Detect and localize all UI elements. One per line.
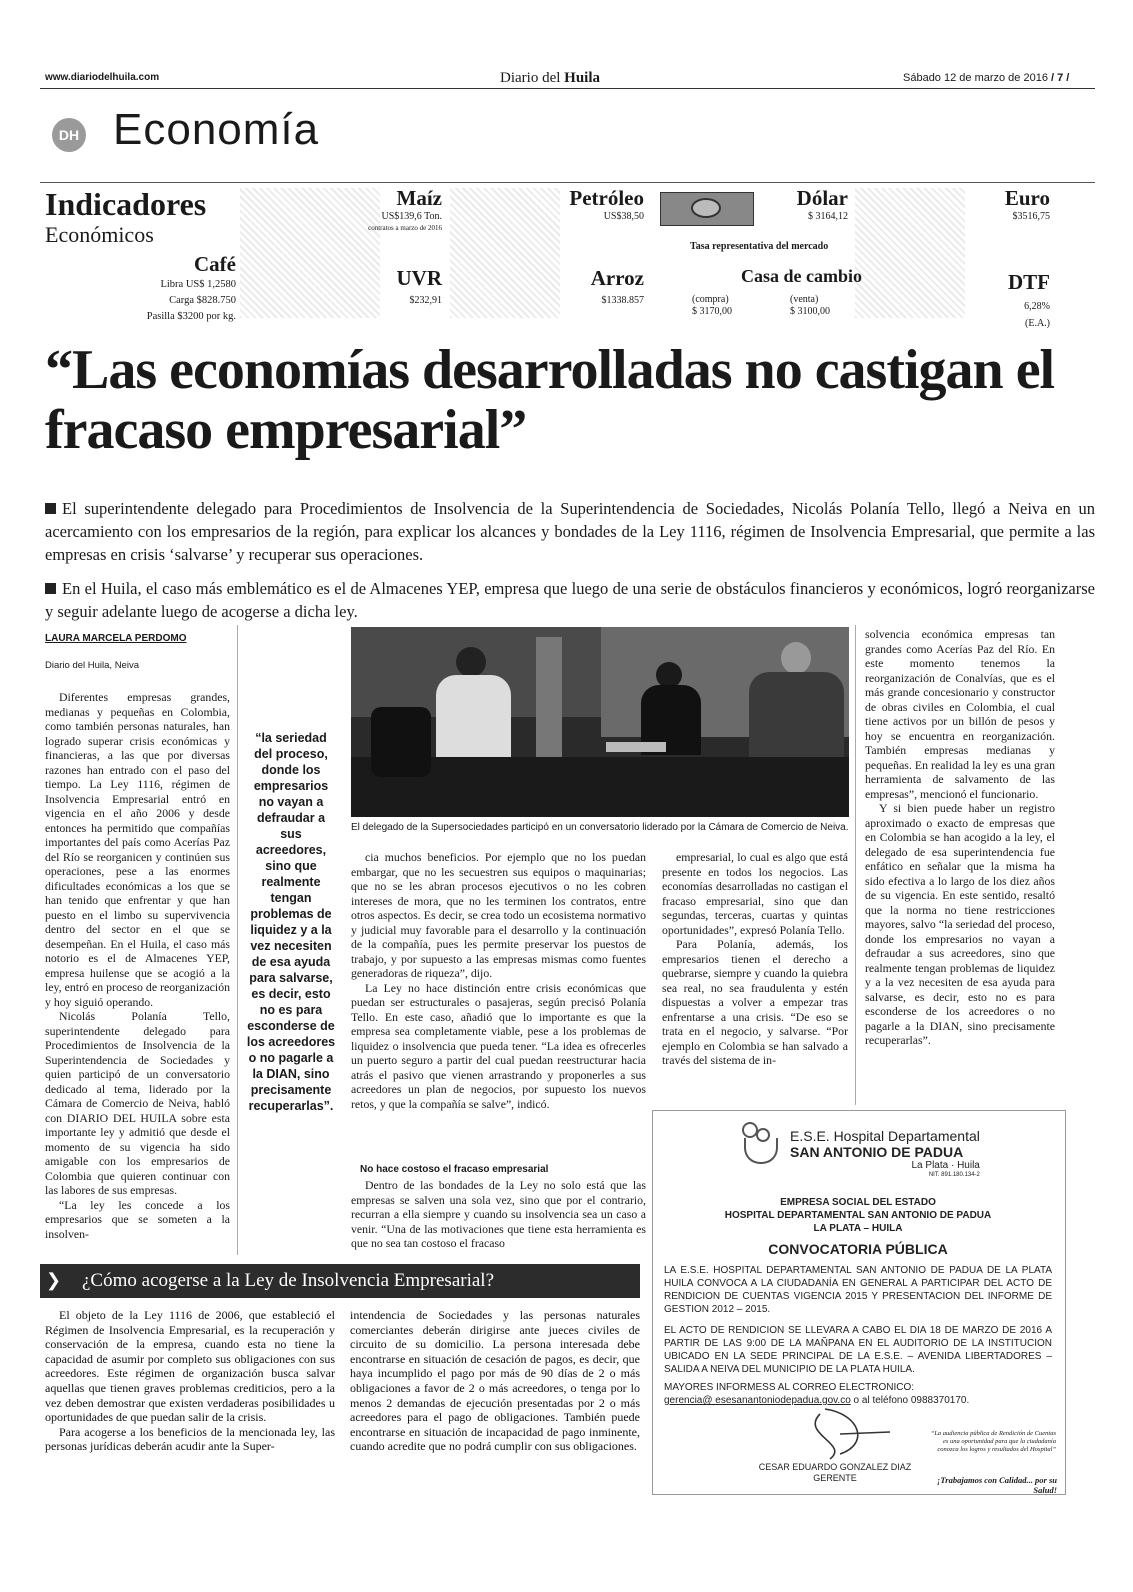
lead-text-1: El superintendente delegado para Procedimientos de Insolvencia de la Superintendencia de Sociedades, Nicolás Polanía Tello, llegó a Neiva en un acercamiento con los empresarios de la región, para explicar los alcances y bondades de la Ley 1116, régimen de Insolvencia Empresarial, que permite a las empresas en crisis ‘salvarse’ y recuperar sus operaciones.: [45, 499, 1095, 564]
indicator-arroz: [540, 266, 644, 306]
uvr-label: UVR: [396, 266, 442, 290]
column-rule: [855, 625, 856, 1105]
indicator-casa-cambio: [692, 266, 862, 287]
page-number: / 7 /: [1051, 72, 1070, 84]
site-url: www.diariodelhuila.com: [45, 72, 160, 83]
article-column-1: [45, 690, 230, 1241]
dolar-note: Tasa representativa del mercado: [690, 241, 829, 252]
chevron-right-icon: ❯: [46, 1270, 62, 1290]
ad-phone: o al teléfono 0988370170.: [850, 1395, 970, 1406]
hospital-name: [790, 1128, 980, 1179]
paragraph: Y si bien puede haber un registro aproximado o exacto de empresas que en Colombia se han acogido a la ley, el delegado de esa superintendencia fue enfático en señalar que la misma ha sido efectiva a lo largo de los diez años de su vigencia. En este sentido, resaltó que la norma no tiene restricciones mayores, salvo “la seriedad del proceso, donde los empresarios no vayan a defraudar a sus acreedores, sino que realmente tengan problemas de liquidez y a la vez necesiten de esa ayuda para salvarse, es decir, esto no es para esconderse de los acreedores o no pagarle a la DIAN, sino precisamente recuperarlas”.: [865, 801, 1055, 1047]
paper-name-prefix: Diario del: [500, 70, 565, 86]
paragraph: cia muchos beneficios. Por ejemplo que no los puedan embargar, que no les secuestren sus equipos o maquinarias; que no se les abran procesos ejecutivos o no les cobren intereses de mora, que no les terminen los contratos, entre otros aspectos. Es decir, se crea todo un ecosistema normativo y judicial muy favorable para el desarrollo y la continuación de la compañía, pues les permite preservar los puestos de trabajo, y por supuesto a las empresas mismas como fuentes generadoras de riqueza”, dijo.: [351, 850, 646, 980]
hospital-location: La Plata · Huila: [911, 1160, 980, 1171]
logo-arc: [744, 1138, 778, 1164]
sidebar-column-a: [45, 1308, 335, 1454]
paragraph: solvencia económica empresas tan grandes como Acerías Paz del Río. En este momento tenemos la reorganización de Conalvías, que es el más grande concesionario y constructor de obras civiles en Colombia, el cual tiene activos por un billón de pesos y hoy se encuentra en reorganización. También empresas medianas y pequeñas. En realidad la ley es una gran herramienta de salvamento de las empresas”, mencionó el funcionario.: [865, 627, 1055, 801]
maiz-label: Maíz: [396, 186, 442, 210]
indicator-dolar: [740, 186, 848, 222]
article-photo: [351, 627, 849, 817]
cambio-compra: [692, 294, 732, 318]
ad-paragraph-1: LA E.S.E. HOSPITAL DEPARTAMENTAL SAN ANTONIO DE PADUA DE LA PLATA HUILA CONVOCA A LA CIUDADANÍA EN GENERAL A PARTICIPAR DEL ACTO DE RENDICION DE CUENTAS VIGENCIA 2015 Y PRESENTACION DEL INFORME DE GESTION 2012 – 2015.: [664, 1265, 1052, 1315]
armchair: [371, 707, 431, 777]
ad-heading-line2: HOSPITAL DEPARTAMENTAL SAN ANTONIO DE PADUA: [724, 1210, 992, 1221]
compra-value: $ 3170,00: [692, 306, 732, 317]
maiz-note: contratos a marzo de 2016: [368, 224, 442, 232]
compra-label: (compra): [692, 294, 729, 305]
indicator-uvr: [330, 266, 442, 306]
article-column-4: [662, 850, 848, 1068]
arroz-value: $1338.857: [601, 295, 644, 306]
paragraph: Para acogerse a los beneficios de la mencionada ley, las personas jurídicas deberán acudir ante la Super-: [45, 1424, 335, 1454]
indicator-dtf: [980, 270, 1050, 329]
venta-label: (venta): [790, 294, 819, 305]
indicator-cafe: [110, 252, 236, 325]
dtf-label: DTF: [1008, 270, 1050, 294]
paragraph: El objeto de la Ley 1116 de 2006, que estableció el Régimen de Insolvencia Empresarial, es la recuperación y conservación de la empresa, cuando esta no tiene la capacidad de asumir por completo sus obligaciones con sus acreedores. Este régimen de organización busca salvar aquellas que tienen graves problemas crediticios, pero a la vez deben demostrar que existen verdaderas posibilidades u oportunidades de que puedan salir de la crisis.: [45, 1308, 335, 1425]
paragraph: Para Polanía, además, los empresarios tienen el derecho a quebrarse, siempre y cuando la quiebra sea real, no sea fraudulenta y estén dispuestas a volver a empezar tras enfrentarse a una crisis. “De eso se trata en el negocio, y salvarse. “Por ejemplo en Colombia se han salvado a través del sistema de in-: [662, 937, 848, 1067]
indicators-subtitle: Económicos: [45, 222, 154, 247]
bullet-square-icon: [45, 503, 56, 514]
background-texture: [855, 188, 965, 318]
ad-email-link[interactable]: gerencia@ esesanantoniodepadua.gov.co: [664, 1395, 851, 1406]
section-title: Economía: [113, 105, 320, 154]
person-shirt: [436, 675, 511, 765]
cambio-label: Casa de cambio: [741, 266, 862, 286]
ad-contact-label: MAYORES INFORMESS AL CORREO ELECTRONICO:: [664, 1382, 915, 1393]
venta-value: $ 3100,00: [790, 306, 830, 317]
lead-text-2: En el Huila, el caso más emblemático es el de Almacenes YEP, empresa que luego de una serie de obstáculos financieros y económicos, logró reorganizarse y seguir adelante luego de acogerse a dicha ley.: [45, 579, 1095, 621]
article-column-5: [865, 627, 1055, 1048]
issue-date: [903, 72, 1069, 84]
bullet-square-icon: [45, 583, 56, 594]
date-text: Sábado 12 de marzo de 2016: [903, 72, 1048, 84]
hospital-name-line1: E.S.E. Hospital Departamental: [790, 1128, 980, 1144]
indicators-title: Indicadores: [45, 186, 207, 222]
section-rule: [40, 182, 1095, 183]
lead-paragraph-1: [45, 497, 1095, 566]
lead-paragraph-2: [45, 577, 1095, 623]
petroleo-label: Petróleo: [569, 186, 644, 210]
ad-heading: [660, 1196, 1056, 1259]
dolar-value: $ 3164,12: [808, 211, 848, 222]
paper-name: [500, 70, 600, 87]
paragraph: empresarial, lo cual es algo que está presente en todos los negocios. Las economías desarrolladas no castigan el fracaso empresarial, sino que dan segundas, terceras, cuartas y quintas oportunidades”, expresó Polanía Tello.: [662, 850, 848, 937]
signer-role: GERENTE: [813, 1473, 857, 1483]
top-rule: [40, 88, 1095, 89]
paragraph: “La ley les concede a los empresarios que se someten a la insolven-: [45, 1197, 230, 1241]
coin-emblem: [691, 198, 721, 218]
dolar-label: Dólar: [796, 186, 848, 210]
subhead: No hace costoso el fracaso empresarial: [360, 1164, 549, 1175]
pull-quote: “la seriedad del proceso, donde los empresarios no vayan a defraudar a sus acreedores, sino que realmente tengan problemas de liquidez y a la vez necesiten de esa ayuda para salvarse, es decir, esto no es para esconderse de los acreedores o no pagarle a la DIAN, sino precisamente recuperarlas”.: [246, 731, 336, 1113]
headline: “Las economías desarrolladas no castigan el fracaso empresarial”: [45, 339, 1055, 461]
hospital-name-line2: SAN ANTONIO DE PADUA: [790, 1144, 964, 1160]
paragraph: Dentro de las bondades de la Ley no solo está que las empresas se salven una sola vez, sino que por el contrario, recurran a ella siempre y cuando su insolvencia sea un caso a venir. “Una de las motivaciones que tiene esta herramienta es que no sea tan costoso el fracaso: [351, 1178, 646, 1250]
article-column-3b: [351, 1178, 646, 1251]
person-body: [749, 672, 844, 757]
hospital-nit: NIT. 891.180.134-2: [928, 1172, 980, 1178]
indicator-petroleo: [520, 186, 644, 222]
section-logo: DH: [52, 118, 86, 152]
ad-heading-line3: LA PLATA – HUILA: [813, 1223, 903, 1234]
signer-name: CESAR EDUARDO GONZALEZ DIAZ: [758, 1462, 912, 1472]
paragraph: Diferentes empresas grandes, medianas y pequeñas en Colombia, como también personas naturales, han logrado superar crisis económicas y financieras, a las que por diversas razones han entrado con el paso del tiempo. La Ley 1116, régimen de Insolvencia Empresarial entró en vigencia en el año 2006 y desde entonces ha permitido que compañías importantes del país como Acerías Paz del Río se reorganicen y continúen sus operaciones, pese a las enormes dificultades económicas a los que se han tenido que enfrentar y que han puesto en el limbo su supervivencia dentro del sector en el que se desempeñan. En el Huila, el caso más notorio es el de Almacenes YEP, empresa huilense que se acogió a la ley, entró en proceso de reorganización y hoy siguió operando.: [45, 690, 230, 1009]
cafe-label: Café: [194, 252, 236, 276]
paragraph: Nicolás Polanía Tello, superintendente delegado para Procedimientos de Insolvencia de la Superintendencia de Sociedades y quien participó de un conversatorio dedicado al tema, liderado por la Cámara de Comercio de Neiva, habló con DIARIO DEL HUILA sobre esta importante ley y admitió que desde el momento de su vigencia ha sido amigable con los empresarios de Colombia que quieren continuar con las labores de sus empresas.: [45, 1009, 230, 1197]
dateline: Diario del Huila, Neiva: [45, 660, 139, 671]
petroleo-value: US$38,50: [603, 211, 644, 222]
person-head: [456, 647, 486, 677]
person-head: [781, 642, 811, 674]
uvr-value: $232,91: [409, 295, 442, 306]
maiz-value: US$139,6 Ton.: [381, 211, 442, 222]
ad-note: “La audiencia pública de Rendición de Cuentas es una oportunidad para que la ciudadanía conozca los logros y resultados del Hospital”: [930, 1430, 1056, 1453]
cafe-libra: Libra US$ 1,2580: [160, 279, 236, 290]
dtf-note: (E.A.): [1025, 318, 1050, 329]
ad-paragraph-2: EL ACTO DE RENDICION SE LLEVARA A CABO EL DIA 18 DE MARZO DE 2016 A PARTIR DE LAS 9:00 DE LA MAÑPANA EN EL AUDITORIO DE LA INSTITUCION UBICADO EN LA SEDE PRINCIPAL DE LA E.S.E. – AVENIDA LIBERTADORES – SALIDA A NEIVA DEL MUNICIPIO DE LA PLATA HUILA.: [664, 1325, 1052, 1375]
euro-label: Euro: [1004, 186, 1050, 210]
photo-caption: El delegado de la Supersociedades participó en un conversatorio liderado por la Cámara de Comercio de Neiva.: [351, 822, 849, 833]
signature-image: [780, 1404, 910, 1464]
cafe-carga: Carga $828.750: [169, 295, 236, 306]
ad-heading-line1: EMPRESA SOCIAL DEL ESTADO: [780, 1197, 936, 1208]
hospital-logo-icon: [742, 1122, 778, 1166]
article-column-3: [351, 850, 646, 1111]
ad-signer: [750, 1462, 920, 1484]
ad-convocatoria: CONVOCATORIA PÚBLICA: [768, 1241, 948, 1257]
paragraph: La Ley no hace distinción entre crisis económicas que puedan ser estructurales o pasajeras, según precisó Polanía Tello. En este caso, añadió que lo importante es que la empresa sea completamente viable, pese a los problemas de liquidez o insolvencia que pueda tener. “La idea es ofrecerles un puerto seguro a partir del cual puedan reestructurar hacia atrás el pasivo que vienen arrastrando y proponerles a sus acreedores un plan de negocios, por supuesto los nuevos retos, y que la compañía se salve”, indicó.: [351, 980, 646, 1111]
arroz-label: Arroz: [590, 266, 644, 290]
euro-value: $3516,75: [1012, 211, 1050, 222]
coffee-cups: [606, 742, 666, 752]
cafe-pasilla: Pasilla $3200 por kg.: [146, 311, 236, 322]
paragraph: intendencia de Sociedades y las personas naturales comerciantes deberán dirigirse ante jueces civiles de circuito de su domicilio. La persona interesada debe encontrarse en situación de cesación de pagos, es decir, que haya incumplido el pago por más de 90 días de 2 o más obligaciones a favor de 2 o más acreedores, o tenga por lo menos 2 demandas de ejecución presentadas por 2 o más acreedores para el pago de obligaciones. También puede encontrarse en situación de incapacidad de pago inminente, cuando acredite que no podrá cumplir con sus obligaciones.: [350, 1308, 640, 1454]
ad-slogan: ¡Trabajamos con Calidad... por su Salud!: [937, 1475, 1057, 1495]
sidebar-title: ¿Cómo acogerse a la Ley de Insolvencia Empresarial?: [82, 1270, 495, 1291]
cambio-venta: [790, 294, 830, 318]
sidebar-column-b: [350, 1308, 640, 1454]
dtf-value: 6,28%: [1024, 301, 1050, 312]
author: LAURA MARCELA PERDOMO: [45, 633, 187, 644]
indicator-euro: [960, 186, 1050, 222]
paper-name-bold: Huila: [564, 70, 601, 86]
indicator-maiz: [300, 186, 442, 232]
flag: [536, 637, 562, 757]
column-rule: [237, 625, 238, 1255]
